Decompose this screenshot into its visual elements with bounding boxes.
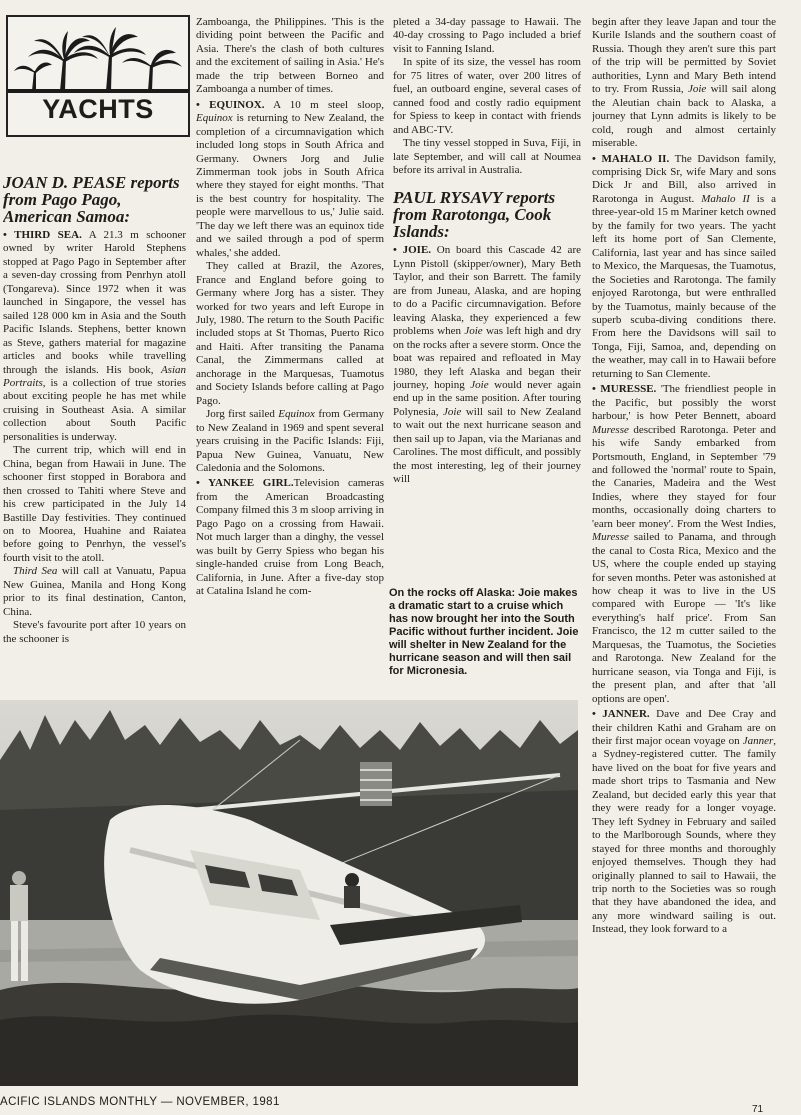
paragraph: pleted a 34-day passage to Hawaii. The 40-day crossing to Pago included a brief visit to Fanning Island. bbox=[393, 16, 581, 55]
column-1 bbox=[3, 170, 186, 680]
yacht-photo-illustration bbox=[0, 700, 578, 1086]
yachts-logo bbox=[6, 15, 190, 137]
paragraph: The tiny vessel stopped in Suva, Fiji, in late September, and will call at Noumea before its arrival in Australia. bbox=[393, 137, 581, 176]
equinox-entry: • EQUINOX. A 10 m steel sloop, Equinox is returning to New Zealand, the completion of a circumnavigation which included long stops in South Africa and Germany. Owners Jorg and Julie Zimmerman took jobs in South Africa where they stayed for eight months. 'That is the best country for hospitality. The people were marvellous to us,' Julie said. 'The day we left there was an equinox tide and we sailed through a pod of sperm whales,' she added. bbox=[196, 98, 384, 259]
paragraph: Zamboanga, the Philippines. 'This is the dividing point between the Pacific and Asia. There's the clash of both cultures and the excitement of sailing in Asia.' He's made the trip between Borneo and Zamboanga a number of times. bbox=[196, 16, 384, 96]
paragraph: They called at Brazil, the Azores, France and England before going to Germany where Jorg has a sister. They worked for two years and left Europe in July, 1980. The return to the South Pacific included stops at St Thomas, Puerto Rico and Haiti. After transiting the Panama Canal, the Zimmermans called at anchorage in the Marquesas, Tuamotus and Society Islands before calling at Pago Pago. bbox=[196, 260, 384, 407]
paragraph: begin after they leave Japan and tour the Kurile Islands and the southern coast of Russia. Though they aren't sure this part of the trip will be permitted by Soviet authorities, Lynn and Mary Beth intend to try. From Russia, Joie will sail along the Aleutian chain back to Alaska, a journey that Lynn admits is likely to be cold, rough and almost certainly miserable. bbox=[592, 16, 776, 150]
book-title: Asian Portraits bbox=[3, 363, 186, 389]
mahalo-entry: • MAHALO II. The Davidson family, comprising Dick Sr, wife Mary and sons Dick Jr and Bill, also arrived in Rarotonga in August. Mahalo II is a three-year-old 15 m Mariner ketch owned by the family for two years. The yacht left its home port of San Clemente, California, last year and has since sailed to Mexico, the Marquesas, the Tuamotus, the Societies and Rarotonga. The family enjoyed Rarotonga, but were enthralled by the Tuamotus, mainly because of the superb scuba-diving conditions there. From here the Davidsons will sail to Tonga, Fiji, Samoa, and, depending on the weather, may call in to Hawaii before returning to San Clemente. bbox=[592, 152, 776, 380]
page-number: 71 bbox=[752, 1104, 764, 1115]
muresse-title: • MURESSE. bbox=[592, 383, 657, 396]
photo-yacht-on-rocks bbox=[0, 700, 578, 1086]
equinox-title: • EQUINOX. bbox=[196, 98, 265, 111]
janner-entry: • JANNER. Dave and Dee Cray and their children Kathi and Graham are on their first major ocean voyage on Janner, a Sydney-registered cutter. The family have lived on the boat for five years and made short trips to Tasmania and New Zealand, but decided early this year that they were ready for a longer voyage. They left Sydney in February and sailed to the Marlborough Sounds, where they stayed for three months and thoroughly enjoyed themselves. Though they had originally planned to sail to Hawaii, the trip north to the Societies was so rough that they have abandoned the idea, and any more windward sailing is out. Instead, they look forward to a bbox=[592, 708, 776, 936]
reporter-heading-rarotonga: PAUL RYSAVY reports from Rarotonga, Cook Islands: bbox=[393, 188, 556, 242]
joie-entry: • JOIE. On board this Cascade 42 are Lynn Pistoll (skipper/owner), Mary Beth Taylor, and their son Barrett. The family are from Juneau, Alaska, and are hoping to do a Pacific circumnavigation. Before leaving Alaska, they experienced a few problems when Joie was left high and dry on the rocks after a severe storm. Once the boat was repaired and refloated in May 1980, they left Alaska and began their journey, hoping Joie would never again end up in the same position. After touring Polynesia, Joie will sail to New Zealand to wait out the next hurricane season and then sail up to Japan, via the Marianas and Carolines. The most difficult, and possibly the most interesting, leg of their journey will bbox=[393, 244, 581, 486]
paragraph: Steve's favourite port after 10 years on the schooner is bbox=[3, 619, 186, 645]
muresse-entry: • MURESSE. 'The friendliest people in the Pacific, but possibly the worst harbour,' is how Peter Bennett, aboard Muresse described Rarotonga. Peter and his wife Sandy embarked from Portsmouth, England, in September '79 and followed the 'normal' route to Spain, the Canaries, Madeira and the West Indies, where they stayed for four months, occasionally doing charters to 'earn beer money'. From the West Indies, Muresse sailed to Panama, and through the canal to Costa Rica, Mexico and the US, where the couple ended up staying for seven months. Peter was astonished at how cheap it was to live in the US compared with Europe — 'It's like everything's half price'. From San Francisco, the 12 m cutter sailed to the Marquesas, the Tuamotus, the Societies and Rarotonga. New Zealand for the hurricane season, via Tonga and Fiji, is the present plan, and after that 'all options are open'. bbox=[592, 383, 776, 705]
palm-trees-icon bbox=[8, 25, 188, 105]
photo-caption: On the rocks off Alaska: Joie makes a dramatic start to a cruise which has now brought her into the South Pacific without further incident. Joie will shelter in New Zealand for the hurricane season and will then sail for Micronesia. bbox=[389, 587, 579, 677]
footer-publication: ACIFIC ISLANDS MONTHLY — NOVEMBER, 1981 bbox=[0, 1096, 280, 1108]
janner-title: • JANNER. bbox=[592, 708, 650, 721]
column-4 bbox=[592, 16, 776, 1092]
third-sea-title: • THIRD SEA. bbox=[3, 229, 82, 241]
yankee-girl-title: • YANKEE GIRL. bbox=[196, 477, 294, 490]
mahalo-title: • MAHALO II. bbox=[592, 152, 670, 165]
column-3 bbox=[393, 16, 581, 576]
section-title: YACHTS bbox=[42, 94, 154, 124]
reporter-heading-pago-pago: JOAN D. PEASE reports from Pago Pago, American Samoa: bbox=[3, 173, 180, 226]
yankee-girl-entry: • YANKEE GIRL.Television cameras from the American Broadcasting Company filmed this 3 m sloop arriving in Pago Pago on a crossing from Hawaii. Not much larger than a dinghy, the vessel was built by Gerry Spiess who began his single-handed cruise from Long Beach, California, in June. After a five-day stop at Catalina Island he com- bbox=[196, 477, 384, 598]
paragraph: The current trip, which will end in China, began from Hawaii in June. The schooner first stopped in Borabora and then crossed to Tahiti where Steve and his crew participated in the July 14 Bastille Day festivities. They continued on to Moorea, Huahine and Raiatea before going to Penrhyn, the vessel's fourth visit to the atoll. bbox=[3, 444, 186, 564]
column-2 bbox=[196, 16, 384, 686]
paragraph: Third Sea will call at Vanuatu, Papua New Guinea, Manila and Hong Kong prior to its final destination, Canton, China. bbox=[3, 565, 186, 618]
paragraph: Jorg first sailed Equinox from Germany to New Zealand in 1969 and spent several years cruising in the Pacific Islands: Fiji, Papua New Guinea, Vanuatu, New Caledonia and the Solomons. bbox=[196, 408, 384, 474]
paragraph: In spite of its size, the vessel has room for 75 litres of water, over 200 litres of fuel, an outboard engine, several cases of canned food and costly radio equipment for Spiess to keep in contact with friends and ABC-TV. bbox=[393, 56, 581, 136]
third-sea-entry: • THIRD SEA. A 21.3 m schooner owned by writer Harold Stephens stopped at Pago Pago in September after a seven-day crossing from Penrhyn atoll (Tongareva). Since 1972 when it was launched in Singapore, the vessel has sailed 128 000 km in Asia and the South Pacific Islands. Stephens, better known as Steve, gathers material for magazine articles and books while travelling through the islands. His book, Asian Portraits, is a collection of true stories about exciting people he has met while cruising in Southeast Asia. A similar collection about South Pacific personalities is underway. bbox=[3, 229, 186, 443]
joie-title: • JOIE. bbox=[393, 244, 432, 257]
